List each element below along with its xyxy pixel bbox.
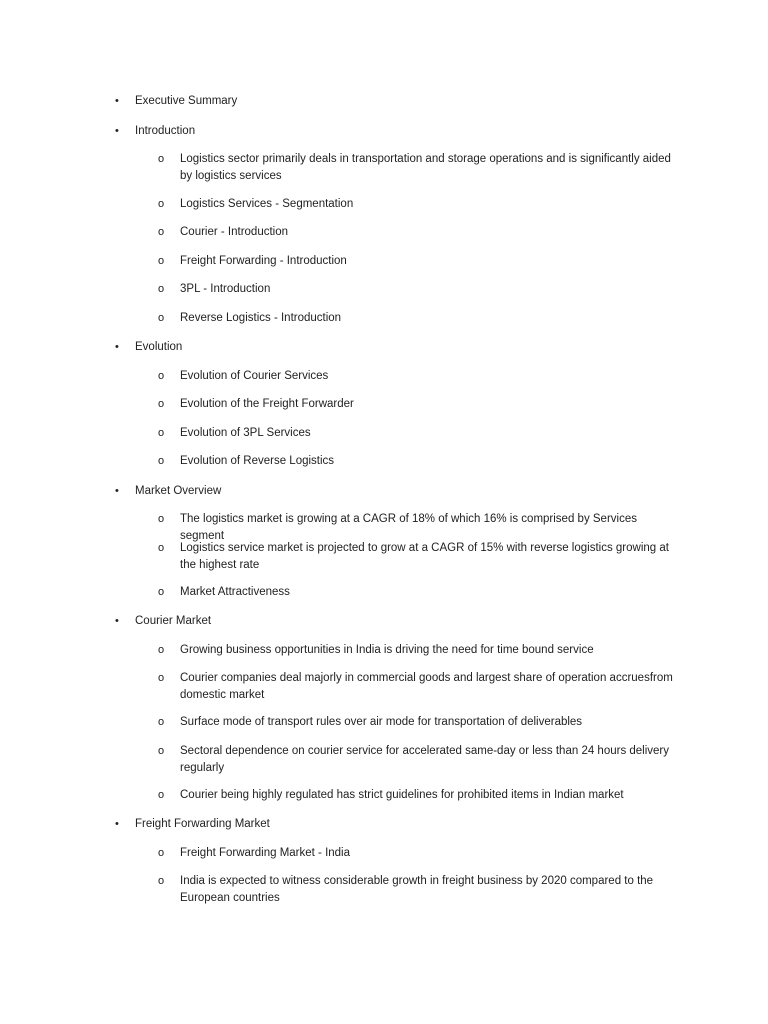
list-item-text: Market Attractiveness [180,586,290,598]
section-title: Evolution [135,341,183,353]
sub-bullet-icon: o [158,255,165,267]
list-item-text: Evolution of 3PL Services [180,427,311,439]
list-item-text: Surface mode of transport rules over air mode for transportation of deliverables [180,716,583,728]
list-item-text: 3PL - Introduction [180,283,271,295]
list-item-text: Courier - Introduction [180,226,289,238]
list-item-text: The logistics market is growing at a CAGR of 18% of which 16% is comprised by Services segment [180,513,637,542]
bullet-icon: • [115,341,119,353]
sub-bullet-icon: o [158,672,165,684]
sub-bullet-icon: o [158,513,165,525]
list-item-text: Logistics service market is projected to grow at a CAGR of 15% with reverse logistics growing at the highest rate [180,542,669,571]
list-item-text: Courier being highly regulated has strict guidelines for prohibited items in Indian market [180,789,624,801]
sub-bullet-icon: o [158,847,165,859]
list-item-text: India is expected to witness considerable growth in freight business by 2020 compared to the European countries [180,875,654,904]
section-title: Courier Market [135,615,212,627]
sub-bullet-icon: o [158,398,165,410]
list-item-text: Courier companies deal majorly in commercial goods and largest share of operation accruesfrom domestic market [180,672,673,701]
sub-bullet-icon: o [158,283,165,295]
sub-bullet-icon: o [158,745,165,757]
list-item-text: Growing business opportunities in India is driving the need for time bound service [180,644,594,656]
section-title: Freight Forwarding Market [135,818,270,830]
sub-bullet-icon: o [158,370,165,382]
section-title: Introduction [135,125,196,137]
sub-bullet-icon: o [158,875,165,887]
sub-bullet-icon: o [158,644,165,656]
bullet-icon: • [115,95,119,107]
bullet-icon: • [115,818,119,830]
list-item-text: Logistics Services - Segmentation [180,198,354,210]
sub-bullet-icon: o [158,226,165,238]
sub-bullet-icon: o [158,789,165,801]
sub-bullet-icon: o [158,312,165,324]
sub-bullet-icon: o [158,542,165,554]
sub-bullet-icon: o [158,586,165,598]
list-item-text: Sectoral dependence on courier service for accelerated same-day or less than 24 hours delivery regularly [180,745,670,774]
list-item-text: Freight Forwarding - Introduction [180,255,347,267]
list-item-text: Reverse Logistics - Introduction [180,312,342,324]
bullet-icon: • [115,485,119,497]
list-item-text: Freight Forwarding Market - India [180,847,351,859]
sub-bullet-icon: o [158,153,165,165]
sub-bullet-icon: o [158,716,165,728]
section-title: Executive Summary [135,95,238,107]
list-item-text: Evolution of Reverse Logistics [180,455,335,467]
bullet-icon: • [115,615,119,627]
bullet-icon: • [115,125,119,137]
list-item-text: Logistics sector primarily deals in transportation and storage operations and is significantly aided by logistics services [180,153,671,182]
list-item-text: Evolution of Courier Services [180,370,329,382]
sub-bullet-icon: o [158,427,165,439]
sub-bullet-icon: o [158,455,165,467]
sub-bullet-icon: o [158,198,165,210]
section-title: Market Overview [135,485,222,497]
list-item-text: Evolution of the Freight Forwarder [180,398,354,410]
